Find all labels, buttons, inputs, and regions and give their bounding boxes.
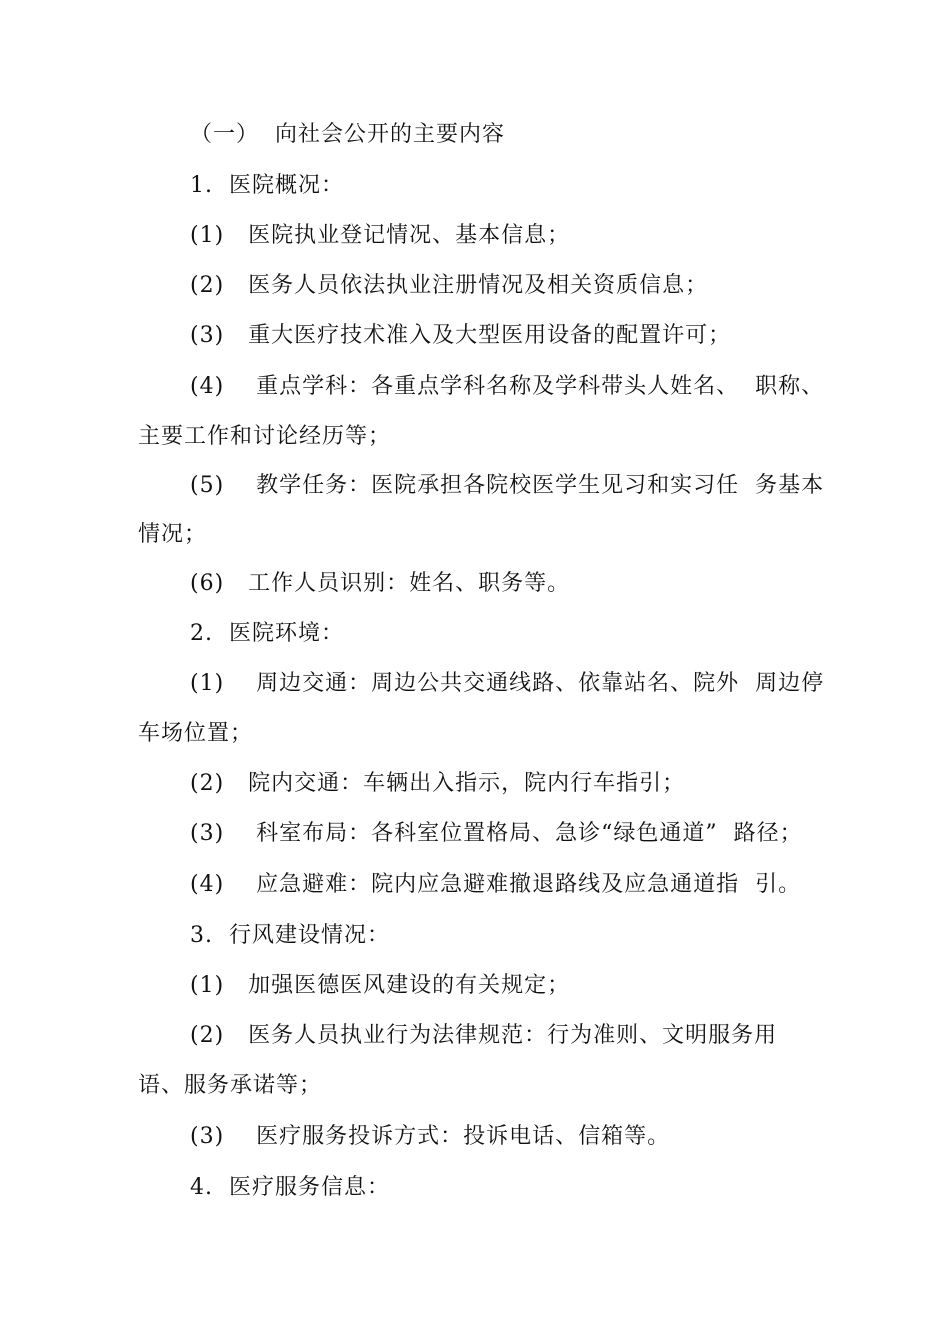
list-item: (5) 教学任务：医院承担各院校医学生见习和实习任 务基本 bbox=[190, 473, 825, 498]
list-item: (3) 重大医疗技术准入及大型医用设备的配置许可； bbox=[190, 323, 732, 348]
list-item: (2) 医务人员执业行为法律规范：行为准则、文明服务用 bbox=[190, 1023, 778, 1048]
list-item-continuation: 语、服务承诺等； bbox=[138, 1073, 323, 1098]
list-item: (3) 科室布局：各科室位置格局、急诊“绿色通道” 路径； bbox=[190, 821, 803, 846]
subsection-heading: 4. 医疗服务信息： bbox=[190, 1175, 390, 1200]
section-heading: （一） 向社会公开的主要内容 bbox=[190, 122, 505, 147]
list-item-continuation: 主要工作和讨论经历等； bbox=[138, 424, 392, 449]
list-item: (2) 院内交通：车辆出入指示，院内行车指引； bbox=[190, 771, 686, 796]
list-item: (1) 医院执业登记情况、基本信息； bbox=[190, 223, 571, 248]
list-item: (4) 重点学科：各重点学科名称及学科带头人姓名、 职称、 bbox=[190, 374, 825, 399]
list-item: (3) 医疗服务投诉方式：投诉电话、信箱等。 bbox=[190, 1124, 671, 1149]
subsection-heading: 1. 医院概况： bbox=[190, 173, 344, 198]
subsection-heading: 2. 医院环境： bbox=[190, 621, 344, 646]
list-item-continuation: 车场位置； bbox=[138, 721, 254, 746]
list-item: (2) 医务人员依法执业注册情况及相关资质信息； bbox=[190, 273, 709, 298]
list-item: (1) 加强医德医风建设的有关规定； bbox=[190, 973, 571, 998]
list-item-continuation: 情况； bbox=[138, 522, 208, 547]
list-item: (1) 周边交通：周边公共交通线路、依靠站名、院外 周边停 bbox=[190, 671, 825, 696]
subsection-heading: 3. 行风建设情况： bbox=[190, 923, 390, 948]
list-item: (4) 应急避难：院内应急避难撤退路线及应急通道指 引。 bbox=[190, 872, 802, 897]
list-item: (6) 工作人员识别：姓名、职务等。 bbox=[190, 571, 571, 596]
